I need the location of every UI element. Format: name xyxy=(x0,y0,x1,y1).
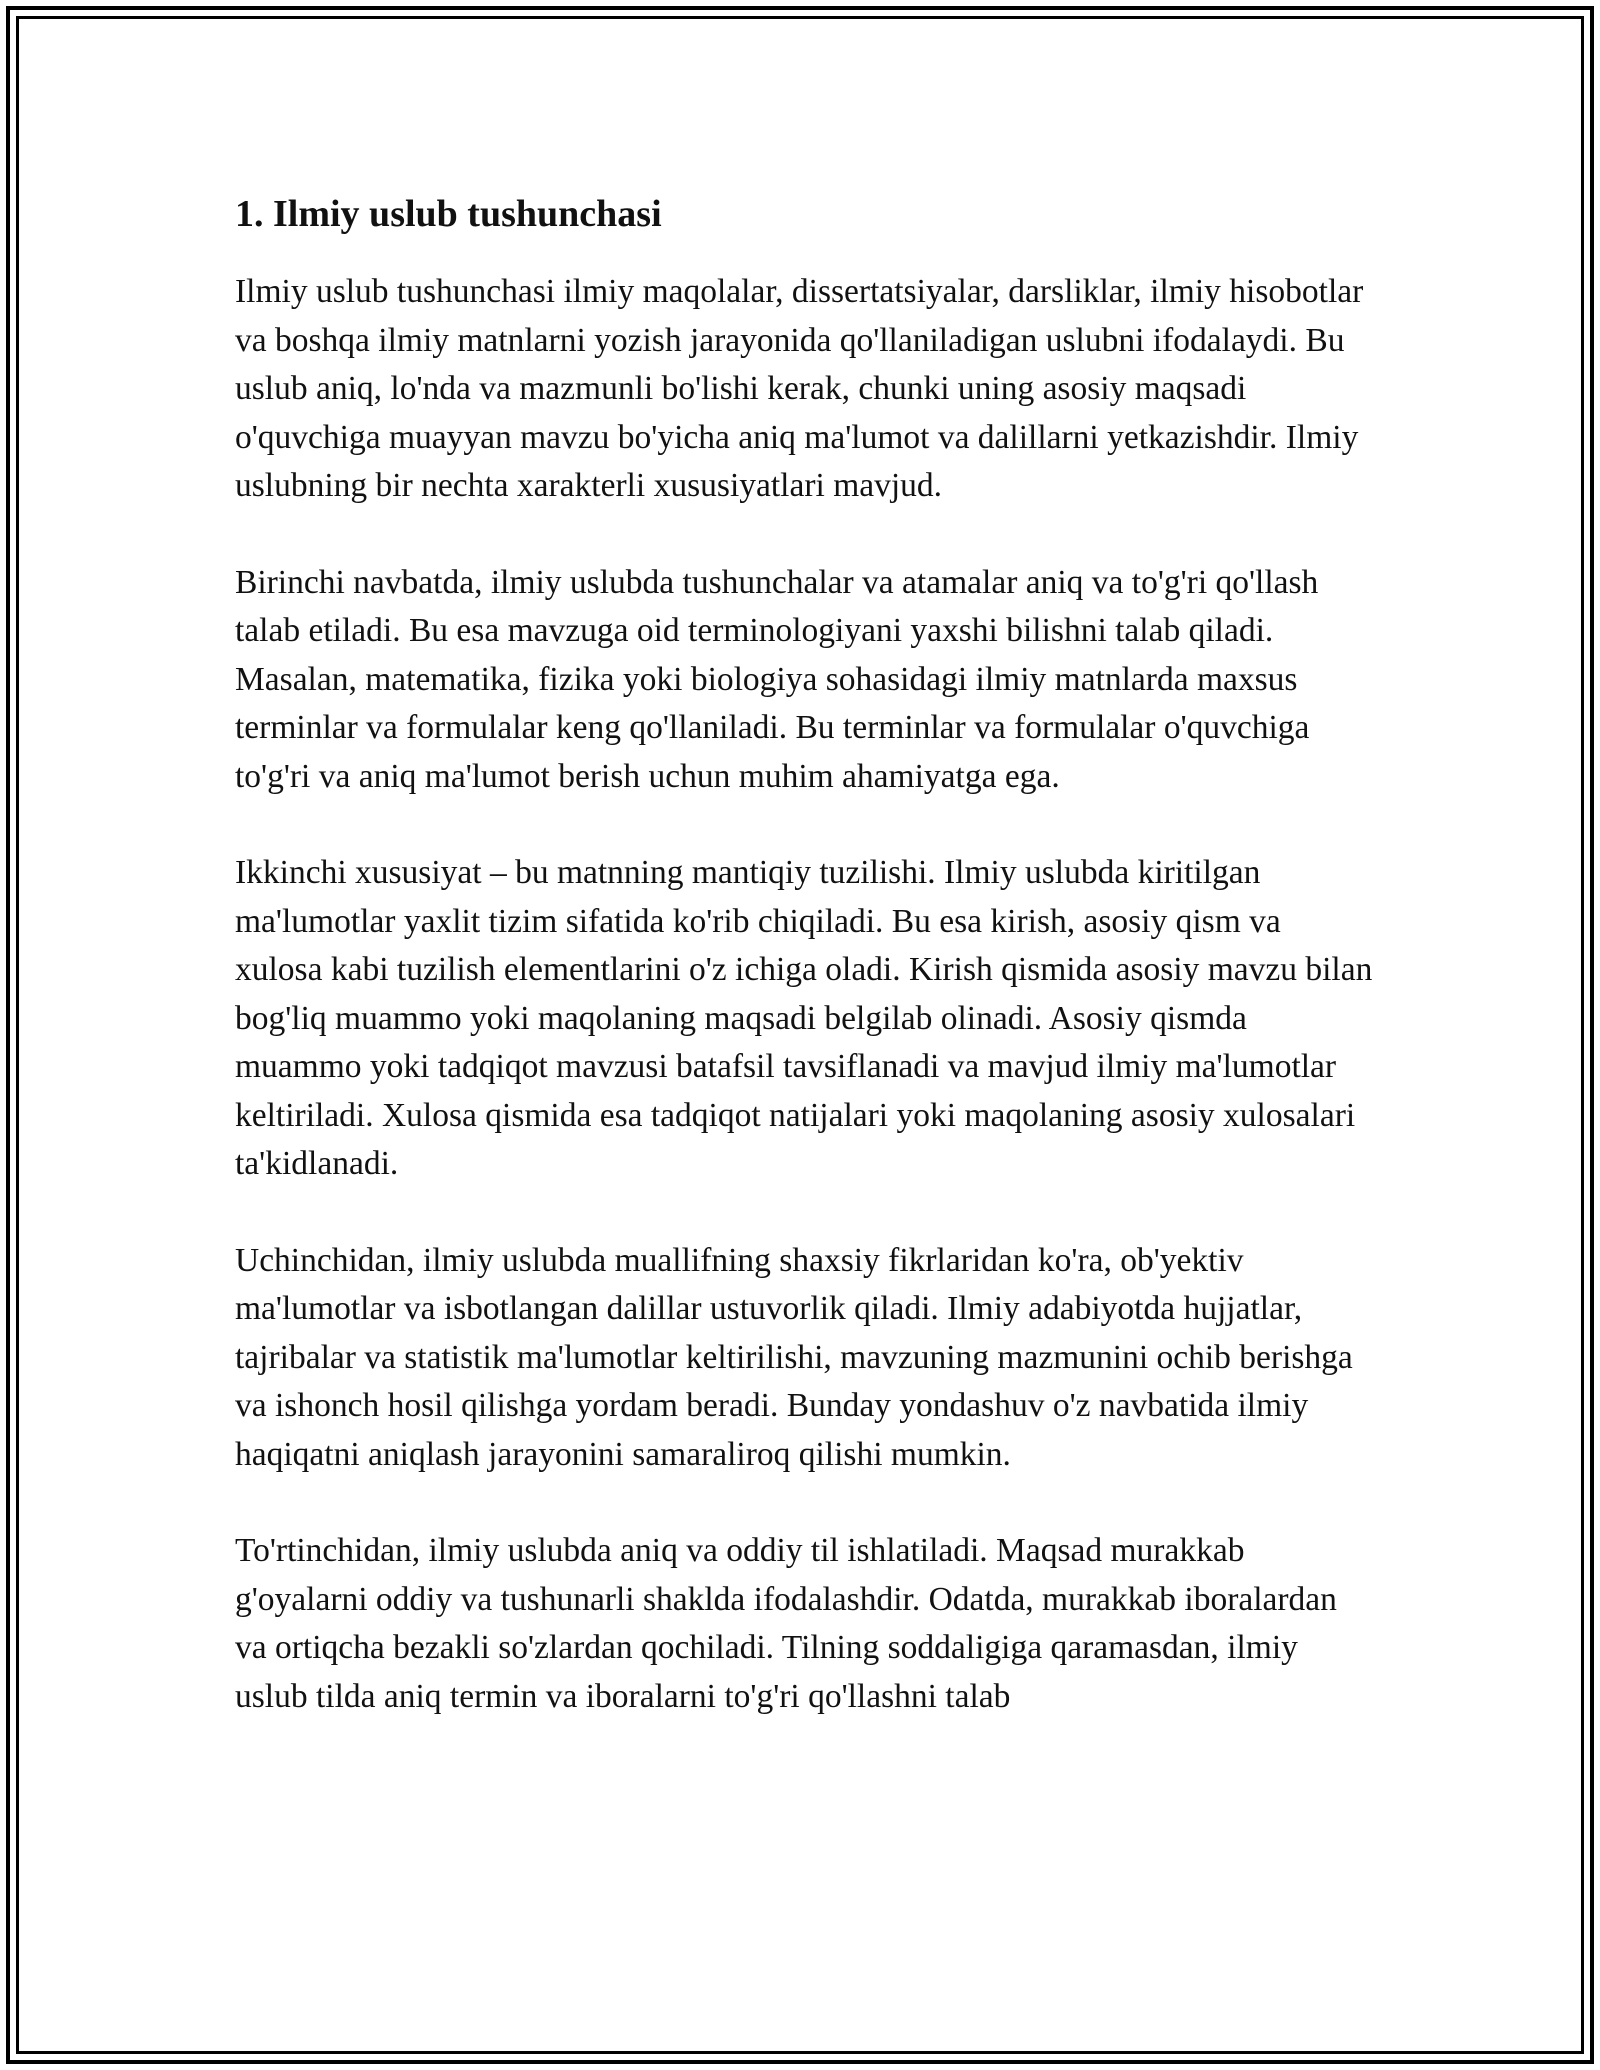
document-body xyxy=(235,184,1375,1769)
paragraph-intro: Ilmiy uslub tushunchasi ilmiy maqolalar, dissertatsiyalar, darsliklar, ilmiy hisobotlar va boshqa ilmiy matnlarni yozish jarayonida qo'llaniladigan uslubni ifodalaydi. Bu uslub aniq, lo'nda va mazmunli bo'lishi kerak, chunki uning asosiy maqsadi o'quvchiga muayyan mavzu bo'yicha aniq ma'lumot va dalillarni yetkazishdir. Ilmiy uslubning bir nechta xarakterli xususiyatlari mavjud. xyxy=(235,273,1364,504)
paragraph-fourth-feature: To'rtinchidan, ilmiy uslubda aniq va oddiy til ishlatiladi. Maqsad murakkab g'oyalarni oddiy va tushunarli shaklda ifodalashdir. Odatda, murakkab iboralardan va ortiqcha bezakli so'zlardan qochiladi. Tilning soddaligiga qaramasdan, ilmiy uslub tilda aniq termin va iboralarni to'g'ri qo'llashni talab xyxy=(235,1532,1337,1715)
section-title: 1. Ilmiy uslub tushunchasi xyxy=(235,193,662,235)
paragraph-third-feature: Uchinchidan, ilmiy uslubda muallifning shaxsiy fikrlaridan ko'ra, ob'yektiv ma'lumotlar va isbotlangan dalillar ustuvorlik qiladi. Ilmiy adabiyotda hujjatlar, tajribalar va statistik ma'lumotlar keltirilishi, mavzuning mazmunini ochib berishga va ishonch hosil qilishga yordam beradi. Bunday yondashuv o'z navbatida ilmiy haqiqatni aniqlash jarayonini samaraliroq qilishi mumkin. xyxy=(235,1241,1353,1473)
paragraph-second-feature: Ikkinchi xususiyat – bu matnning mantiqiy tuzilishi. Ilmiy uslubda kiritilgan ma'lumotlar yaxlit tizim sifatida ko'rib chiqiladi. Bu esa kirish, asosiy qism va xulosa kabi tuzilish elementlarini o'z ichiga oladi. Kirish qismida asosiy mavzu bilan bog'liq muammo yoki maqolaning maqsadi belgilab olinadi. Asosiy qismda muammo yoki tadqiqot mavzusi batafsil tavsiflanadi va mavjud ilmiy ma'lumotlar keltiriladi. Xulosa qismida esa tadqiqot natijalari yoki maqolaning asosiy xulosalari ta'kidlanadi. xyxy=(235,854,1373,1182)
paragraph-first-feature: Birinchi navbatda, ilmiy uslubda tushunchalar va atamalar aniq va to'g'ri qo'llash talab etiladi. Bu esa mavzuga oid terminologiyani yaxshi bilishni talab qiladi. Masalan, matematika, fizika yoki biologiya sohasidagi ilmiy matnlarda maxsus terminlar va formulalar keng qo'llaniladi. Bu terminlar va formulalar o'quvchiga to'g'ri va aniq ma'lumot berish uchun muhim ahamiyatga ega. xyxy=(235,563,1319,795)
